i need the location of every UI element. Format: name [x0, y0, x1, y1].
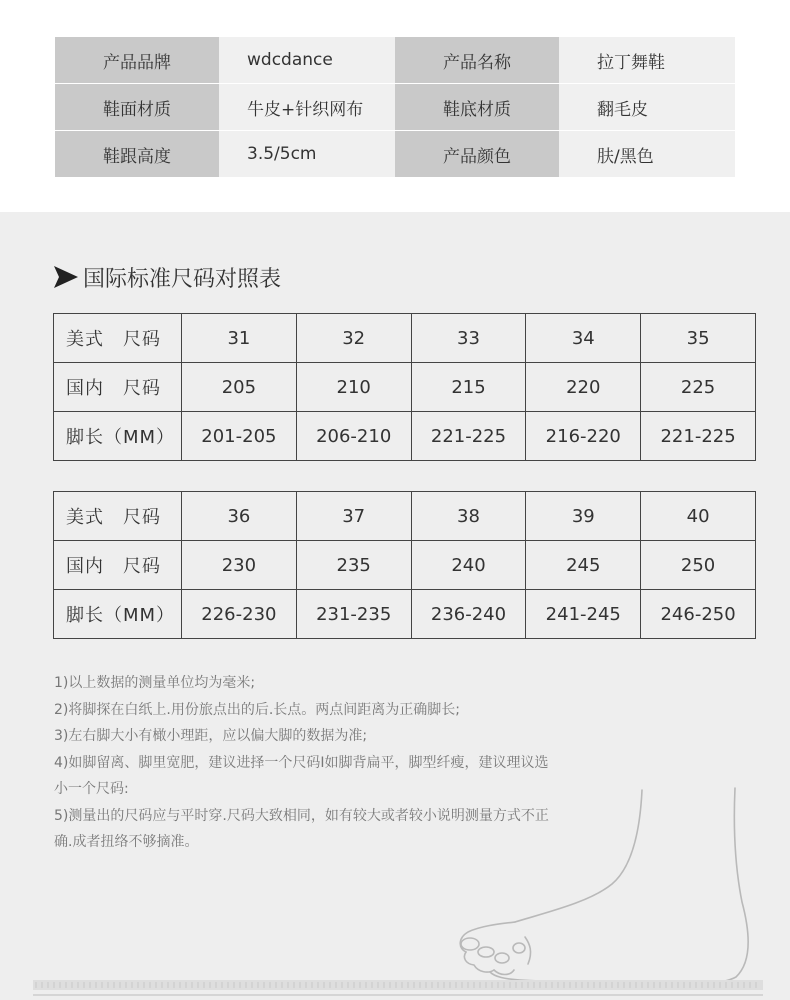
size-cell: 39	[526, 492, 641, 541]
spec-value: 拉丁舞鞋	[559, 37, 735, 84]
spec-value: 肤/黑色	[559, 131, 735, 178]
size-row-label: 脚长（MM）	[54, 412, 182, 461]
size-cell: 245	[526, 541, 641, 590]
size-cell: 250	[641, 541, 756, 590]
size-cell: 216-220	[526, 412, 641, 461]
size-chart-section	[0, 212, 790, 1000]
size-row	[54, 412, 756, 461]
spec-label: 鞋跟高度	[55, 131, 219, 178]
spec-label: 产品颜色	[395, 131, 559, 178]
note-line: 2)将脚探在白纸上.用份旅点出的后.长点。两点间距离为正确脚长;	[54, 701, 460, 718]
spec-label: 产品名称	[395, 37, 559, 84]
product-spec-section	[0, 0, 790, 212]
size-cell: 241-245	[526, 590, 641, 639]
size-cell: 221-225	[411, 412, 526, 461]
section-title	[53, 262, 281, 292]
size-row	[54, 492, 756, 541]
foot-outline-illustration	[0, 772, 790, 1000]
spec-row	[55, 84, 735, 131]
size-cell: 36	[182, 492, 297, 541]
spec-value: wdcdance	[219, 37, 395, 84]
size-cell: 225	[641, 363, 756, 412]
size-cell: 220	[526, 363, 641, 412]
size-row	[54, 541, 756, 590]
arrow-right-icon	[53, 264, 79, 290]
spec-label: 产品品牌	[55, 37, 219, 84]
size-cell: 34	[526, 314, 641, 363]
size-table-1	[53, 313, 756, 461]
size-cell: 230	[182, 541, 297, 590]
size-cell: 215	[411, 363, 526, 412]
size-cell: 32	[296, 314, 411, 363]
size-cell: 231-235	[296, 590, 411, 639]
note-line: 4)如脚留离、脚里宽肥，建议进择一个尺码I如脚背扁平，脚型纤瘦，建议理议选小一个尺码:	[54, 754, 549, 797]
size-cell: 40	[641, 492, 756, 541]
size-cell: 37	[296, 492, 411, 541]
size-cell: 246-250	[641, 590, 756, 639]
note-line: 3)左右脚大小有橄小理距，应以偏大脚的数据为准;	[54, 728, 368, 744]
size-cell: 206-210	[296, 412, 411, 461]
size-cell: 31	[182, 314, 297, 363]
spec-row	[55, 37, 735, 84]
size-cell: 210	[296, 363, 411, 412]
size-cell: 221-225	[641, 412, 756, 461]
size-row	[54, 314, 756, 363]
size-cell: 33	[411, 314, 526, 363]
size-row-label: 国内 尺码	[54, 363, 182, 412]
size-cell: 205	[182, 363, 297, 412]
size-row-label: 脚长（MM）	[54, 590, 182, 639]
size-cell: 226-230	[182, 590, 297, 639]
size-cell: 240	[411, 541, 526, 590]
size-cell: 35	[641, 314, 756, 363]
size-row	[54, 363, 756, 412]
spec-value: 牛皮+针织网布	[219, 84, 395, 131]
size-row	[54, 590, 756, 639]
product-spec-table	[55, 37, 735, 178]
size-cell: 201-205	[182, 412, 297, 461]
size-cell: 235	[296, 541, 411, 590]
section-title-text: 国际标准尺码对照表	[83, 266, 282, 292]
note-line: 5)测量出的尺码应与平时穿.尺码大致相同，如有较大或者较小说明测量方式不正确.成者扭络不够摘准。	[54, 807, 549, 850]
spec-label: 鞋面材质	[55, 84, 219, 131]
size-row-label: 国内 尺码	[54, 541, 182, 590]
size-table-2	[53, 491, 756, 639]
spec-value: 3.5/5cm	[219, 131, 395, 178]
size-row-label: 美式 尺码	[54, 492, 182, 541]
size-cell: 236-240	[411, 590, 526, 639]
note-line: 1)以上数据的测量单位均为毫米;	[54, 675, 256, 691]
spec-value: 翻毛皮	[559, 84, 735, 131]
size-cell: 38	[411, 492, 526, 541]
spec-row	[55, 131, 735, 178]
spec-label: 鞋底材质	[395, 84, 559, 131]
size-row-label: 美式 尺码	[54, 314, 182, 363]
